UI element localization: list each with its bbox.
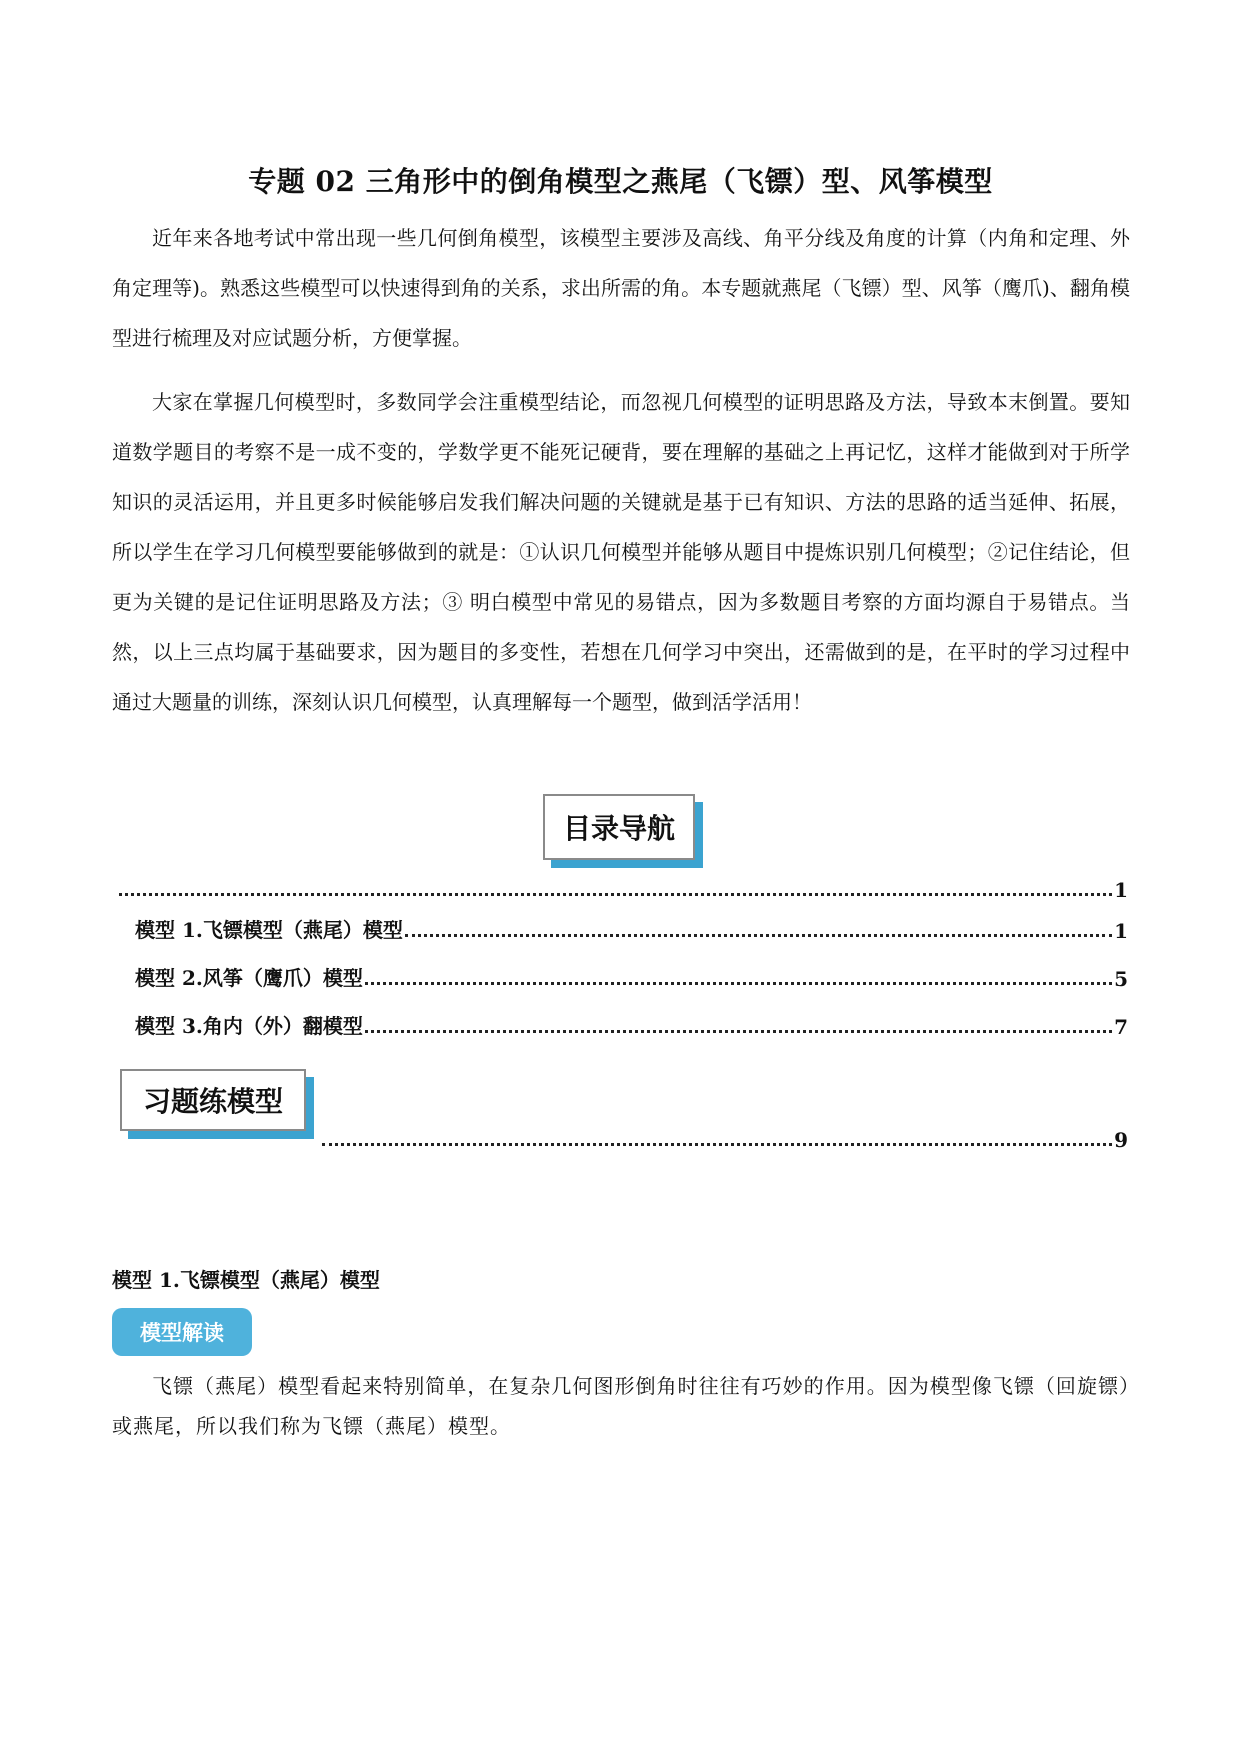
exercises-badge: 习题练模型 — [120, 1069, 306, 1131]
toc-badge: 目录导航 — [543, 794, 695, 860]
toc-leader-dots — [322, 1143, 1112, 1146]
document-title: 专题 02 三角形中的倒角模型之燕尾（飞镖）型、风筝模型 — [248, 165, 993, 198]
model-explanation-pill: 模型解读 — [112, 1308, 252, 1356]
intro-paragraph-2: 大家在掌握几何模型时，多数同学会注重模型结论，而忽视几何模型的证明思路及方法，导致本末倒置。要知道数学题目的考察不是一成不变的，学数学更不能死记硬背，要在理解的基础之上再记忆，这样才能做到对于所学知识的灵活运用，并且更多时候能够启发我们解决问题的关键就是基于已有知识、方法的思路的适当延伸、拓展，所以学生在学习几何模型要能够做到的就是：①认识几何模型并能够从题目中提炼识别几何模型；②记住结论，但更为关键的是记住证明思路及方法；③ 明白模型中常见的易错点，因为多数题目考察的方面均源自于易错点。当然，以上三点均属于基础要求，因为题目的多变性，若想在几何学习中突出，还需做到的是，在平时的学习过程中通过大题量的训练，深刻认识几何模型，认真理解每一个题型，做到活学活用！ — [112, 390, 1130, 714]
toc-row-model-3[interactable] — [135, 1010, 1128, 1039]
section-heading: 模型 1.飞镖模型（燕尾）模型 — [112, 1268, 380, 1292]
intro-paragraph-1: 近年来各地考试中常出现一些几何倒角模型，该模型主要涉及高线、角平分线及角度的计算（内角和定理、外角定理等)。熟悉这些模型可以快速得到角的关系，求出所需的角。本专题就燕尾（飞镖）型、风筝（鹰爪)、翻角模型进行梳理及对应试题分析，方便掌握。 — [112, 226, 1130, 350]
toc-row-exercises[interactable] — [320, 1128, 1128, 1152]
toc-row-page: 7 — [1114, 1015, 1128, 1039]
toc-row-model-2[interactable] — [135, 962, 1128, 991]
toc-leader-dots — [365, 1030, 1112, 1033]
toc-row-model-1[interactable] — [135, 914, 1128, 943]
toc-row[interactable] — [117, 878, 1128, 902]
toc-row-page: 1 — [1114, 919, 1128, 943]
toc-row-label: 模型 1.飞镖模型（燕尾）模型 — [135, 918, 403, 942]
toc-row-page: 9 — [1114, 1128, 1128, 1152]
toc-row-label: 模型 2.风筝（鹰爪）模型 — [135, 966, 363, 990]
toc-row-label: 模型 3.角内（外）翻模型 — [135, 1014, 363, 1038]
toc-row-page: 1 — [1114, 878, 1128, 902]
section-paragraph: 飞镖（燕尾）模型看起来特别简单，在复杂几何图形倒角时往往有巧妙的作用。因为模型像飞镖（回旋镖）或燕尾，所以我们称为飞镖（燕尾）模型。 — [112, 1374, 1130, 1438]
toc-leader-dots — [365, 982, 1112, 985]
toc-leader-dots — [405, 934, 1112, 937]
toc-row-page: 5 — [1114, 967, 1128, 991]
toc-leader-dots — [119, 893, 1112, 896]
